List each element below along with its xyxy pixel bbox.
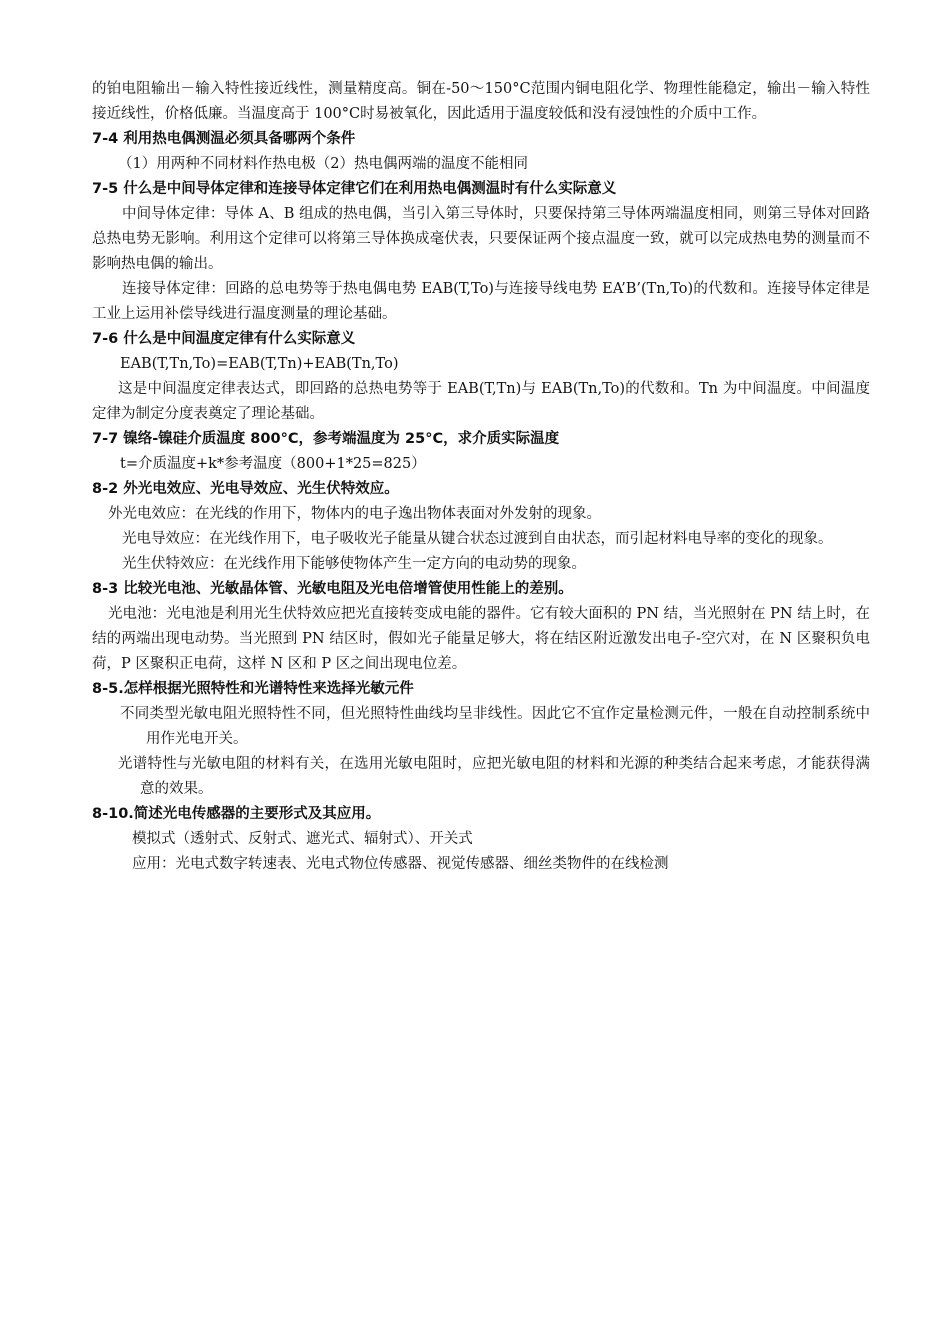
question-7-5-heading: 7-5 什么是中间导体定律和连接导体定律它们在利用热电偶测温时有什么实际意义 [92,181,617,197]
answer-8-5-illumination: 不同类型光敏电阻光照特性不同，但光照特性曲线均呈非线性。因此它不宜作定量检测元件，一般在自动控制系统中用作光电开关。 [120,706,870,747]
question-8-2-heading: 8-2 外光电效应、光电导效应、光生伏特效应。 [92,481,399,497]
question-7-7-heading: 7-7 镍络-镍硅介质温度 800°C，参考端温度为 25°C，求介质实际温度 [92,431,560,447]
answer-8-3-photocell: 光电池：光电池是利用光生伏特效应把光直接转变成电能的器件。它有较大面积的 PN 结，当光照射在 PN 结上时，在结的两端出现电动势。当光照到 PN 结区时，假如光子能量足够大，将在结区附近激发出电子-空穴对，在 N 区聚积负电荷，P 区聚积正电荷，这样 N 区和 P 区之间出现电位差。 [92,606,870,672]
answer-8-10-forms: 模拟式（透射式、反射式、遮光式、辐射式）、开关式 [132,831,473,847]
answer-7-4: （1）用两种不同材料作热电极（2）热电偶两端的温度不能相同 [118,156,528,172]
answer-8-5-spectral: 光谱特性与光敏电阻的材料有关，在选用光敏电阻时，应把光敏电阻的材料和光源的种类结合起来考虑，才能获得满意的效果。 [118,756,870,797]
question-8-5-heading: 8-5.怎样根据光照特性和光谱特性来选择光敏元件 [92,681,414,697]
answer-8-2-external-photoelectric: 外光电效应：在光线的作用下，物体内的电子逸出物体表面对外发射的现象。 [108,506,601,522]
answer-7-7: t=介质温度+k*参考温度（800+1*25=825） [120,456,426,472]
question-7-4-heading: 7-4 利用热电偶测温必须具备哪两个条件 [92,131,356,147]
answer-8-10-applications: 应用：光电式数字转速表、光电式物位传感器、视觉传感器、细丝类物件的在线检测 [132,856,669,872]
question-7-6-heading: 7-6 什么是中间温度定律有什么实际意义 [92,331,356,347]
paragraph-platinum-copper-resistance: 的铂电阻输出－输入特性接近线性，测量精度高。铜在-50～150°C范围内铜电阻化学、物理性能稳定，输出－输入特性接近线性，价格低廉。当温度高于 100°C时易被氧化，因此适用于温度较低和没有浸蚀性的介质中工作。 [92,81,870,122]
answer-8-2-photoconductive: 光电导效应：在光线作用下，电子吸收光子能量从键合状态过渡到自由状态，而引起材料电导率的变化的现象。 [122,531,833,547]
answer-7-6-formula: EAB(T,Tn,To)=EAB(T,Tn)+EAB(Tn,To) [120,356,399,372]
answer-7-6-explanation: 这是中间温度定律表达式，即回路的总热电势等于 EAB(T,Tn)与 EAB(Tn,To)的代数和。Tn 为中间温度。中间温度定律为制定分度表奠定了理论基础。 [92,381,870,422]
document-body [92,77,870,877]
answer-7-5-connecting-conductor: 连接导体定律：回路的总电势等于热电偶电势 EAB(T,To)与连接导线电势 EA’B’(Tn,To)的代数和。连接导体定律是工业上运用补偿导线进行温度测量的理论基础。 [92,281,870,322]
question-8-3-heading: 8-3 比较光电池、光敏晶体管、光敏电阻及光电倍增管使用性能上的差别。 [92,581,573,597]
answer-7-5-intermediate-conductor: 中间导体定律：导体 A、B 组成的热电偶，当引入第三导体时，只要保持第三导体两端温度相同，则第三导体对回路总热电势无影响。利用这个定律可以将第三导体换成毫伏表，只要保证两个接点温度一致，就可以完成热电势的测量而不影响热电偶的输出。 [92,206,870,272]
question-8-10-heading: 8-10.简述光电传感器的主要形式及其应用。 [92,806,381,822]
answer-8-2-photovoltaic: 光生伏特效应：在光线作用下能够使物体产生一定方向的电动势的现象。 [122,556,586,572]
